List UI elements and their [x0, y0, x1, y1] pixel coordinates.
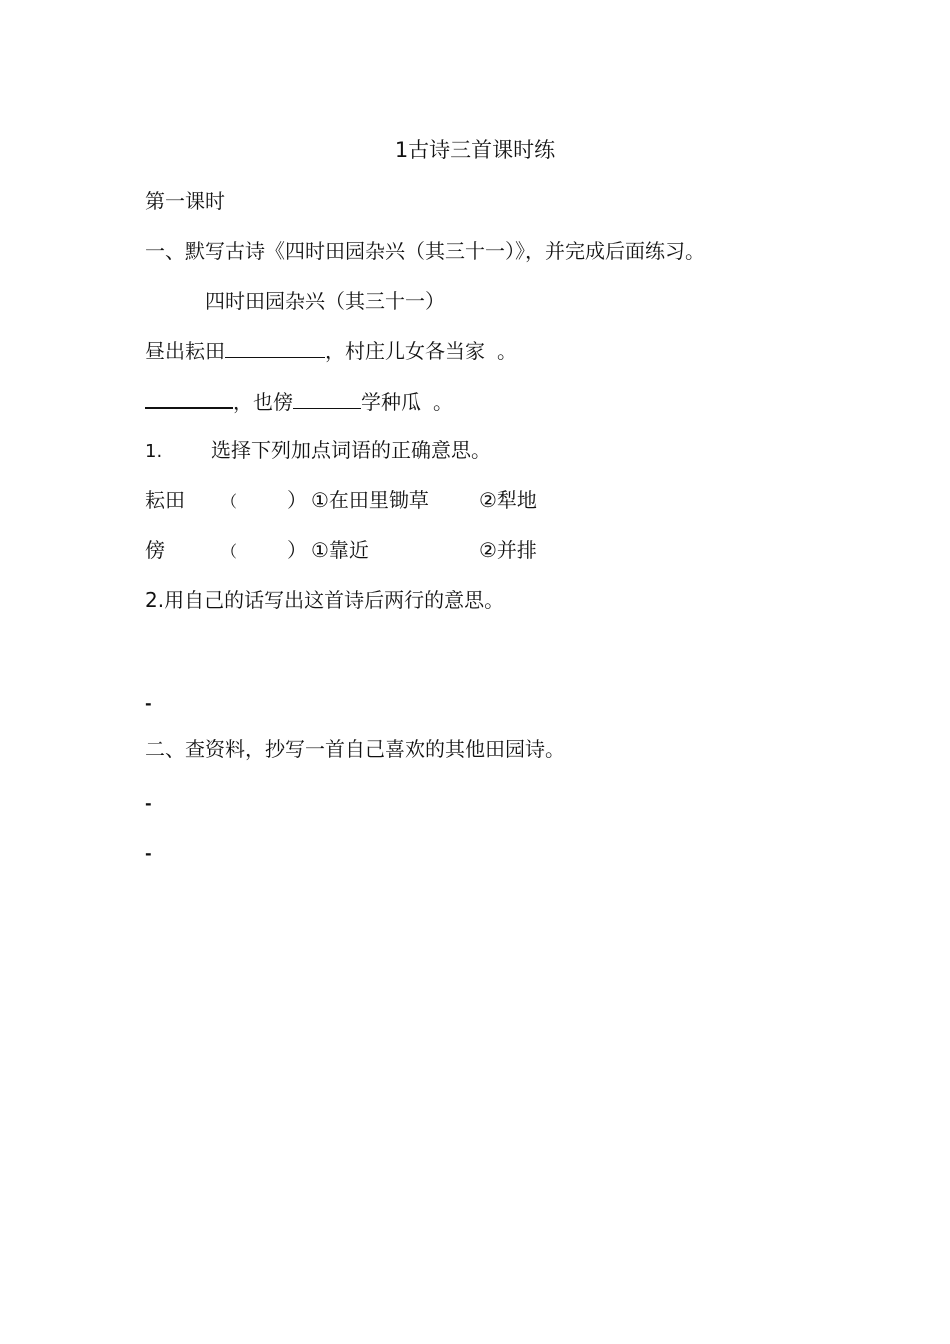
poem-line-1-end: ，村庄儿女各当家	[325, 339, 485, 363]
fill-blank-3[interactable]	[293, 388, 361, 409]
q1-row-1-word: 耘田	[145, 488, 185, 512]
q1-number: 1.	[145, 441, 163, 462]
section1-heading: 一、默写古诗《四时田园杂兴（其三十一）》，并完成后面练习。	[145, 239, 705, 263]
poem-line-2-mid: ，也傍	[233, 390, 293, 414]
poem-line-2-end: 学种瓜	[361, 390, 421, 414]
q1-row-2-option-2: ②并排	[479, 538, 537, 562]
answer-marker-2: -	[145, 794, 152, 813]
poem-line-1-period: 。	[497, 339, 517, 363]
q1-row-2-close-paren: ）	[287, 538, 307, 562]
q2-text: 2.用自己的话写出这首诗后两行的意思。	[145, 588, 505, 612]
fill-blank-1[interactable]	[225, 337, 325, 358]
q1-row-1	[145, 486, 537, 516]
poem-line-2	[145, 387, 453, 416]
fill-blank-2[interactable]	[145, 387, 233, 409]
poem-line-1-start: 昼出耘田	[145, 339, 225, 363]
answer-marker-1: -	[145, 694, 152, 713]
q1-row-1-option-1: ①在田里锄草	[311, 488, 429, 512]
lesson-label: 第一课时	[145, 189, 225, 213]
answer-marker-3: -	[145, 844, 152, 863]
q1-row-2	[145, 536, 537, 566]
q1-row-1-open-paren[interactable]: （	[221, 492, 238, 511]
q1-prompt: 选择下列加点词语的正确意思。	[211, 438, 491, 462]
poem-line-2-period: 。	[433, 390, 453, 414]
q1-row-2-word: 傍	[145, 538, 165, 562]
q1-prompt-line	[145, 436, 491, 466]
q1-row-2-open-paren[interactable]: （	[221, 542, 238, 561]
q1-row-1-option-2: ②犁地	[479, 488, 537, 512]
page-title: 1古诗三首课时练	[394, 138, 556, 162]
q1-row-1-close-paren: ）	[287, 488, 307, 512]
poem-title: 四时田园杂兴（其三十一）	[205, 289, 445, 313]
q1-row-2-option-1: ①靠近	[311, 538, 369, 562]
poem-line-1	[145, 337, 517, 365]
section2-heading: 二、查资料，抄写一首自己喜欢的其他田园诗。	[145, 737, 565, 761]
